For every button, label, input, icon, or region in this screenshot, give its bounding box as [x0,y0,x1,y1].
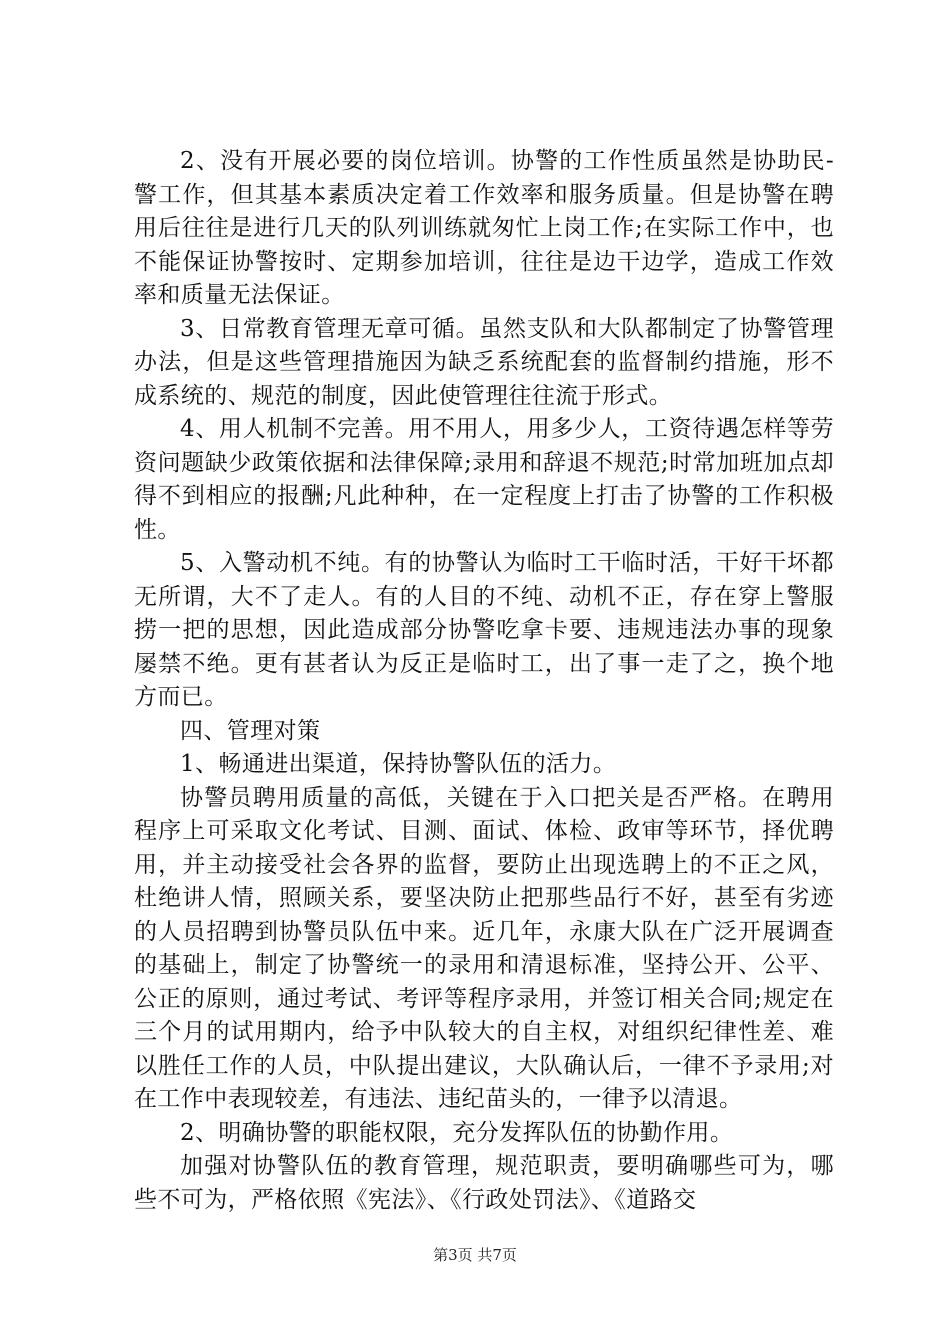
paragraph-education: 加强对协警队伍的教育管理，规范职责，要明确哪些可为，哪些不可为，严格依照《宪法》、《行政处罚法》、《道路交 [134,1153,834,1213]
paragraph-daily-management: 3、日常教育管理无章可循。虽然支队和大队都制定了协警管理办法，但是这些管理措施因为缺乏系统配套的监督制约措施，形不成系统的、规范的制度，因此使管理往往流于形式。 [134,315,834,409]
subheading-channels: 1、畅通进出渠道，保持协警队伍的活力。 [180,751,617,777]
document-body [134,145,834,1217]
subheading-duties: 2、明确协警的职能权限，充分发挥队伍的协勤作用。 [180,1119,734,1146]
paragraph-motivation: 5、入警动机不纯。有的协警认为临时工干临时活，干好干坏都无所谓，大不了走人。有的人目的不纯、动机不正，存在穿上警服捞一把的思想，因此造成部分协警吃拿卡要、违规违法办事的现象屡禁不绝。更有甚者认为反正是临时工，出了事一走了之，换个地方而已。 [134,550,834,710]
paragraph-recruitment: 协警员聘用质量的高低，关键在于入口把关是否严格。在聘用程序上可采取文化考试、目测、面试、体检、政审等环节，择优聘用，并主动接受社会各界的监督，要防止出现选聘上的不正之风，杜绝讲人情，照顾关系，要坚决防止把那些品行不好，甚至有劣迹的人员招聘到协警员队伍中来。近几年，永康大队在广泛开展调查的基础上，制定了协警统一的录用和清退标准，坚持公开、公平、公正的原则，通过考试、考评等程序录用，并签订相关合同;规定在三个月的试用期内，给予中队较大的自主权，对组织纪律性差、难以胜任工作的人员，中队提出建议，大队确认后，一律不予录用;对在工作中表现较差，有违法、违纪苗头的，一律予以清退。 [134,784,834,1112]
section-heading-countermeasures: 四、管理对策 [180,717,321,744]
paragraph-employment-mechanism: 4、用人机制不完善。用不用人，用多少人，工资待遇怎样等劳资问题缺少政策依据和法律保障;录用和辞退不规范;时常加班加点却得不到相应的报酬;凡此种种，在一定程度上打击了协警的工作积极性。 [134,416,834,543]
paragraph-training: 2、没有开展必要的岗位培训。协警的工作性质虽然是协助民-警工作，但其基本素质决定着工作效率和服务质量。但是协警在聘用后往往是进行几天的队列训练就匆忙上岗工作;在实际工作中，也不能保证协警按时、定期参加培训，往往是边干边学，造成工作效率和质量无法保证。 [134,148,834,308]
page-footer: 第3页 共7页 [433,1246,517,1264]
